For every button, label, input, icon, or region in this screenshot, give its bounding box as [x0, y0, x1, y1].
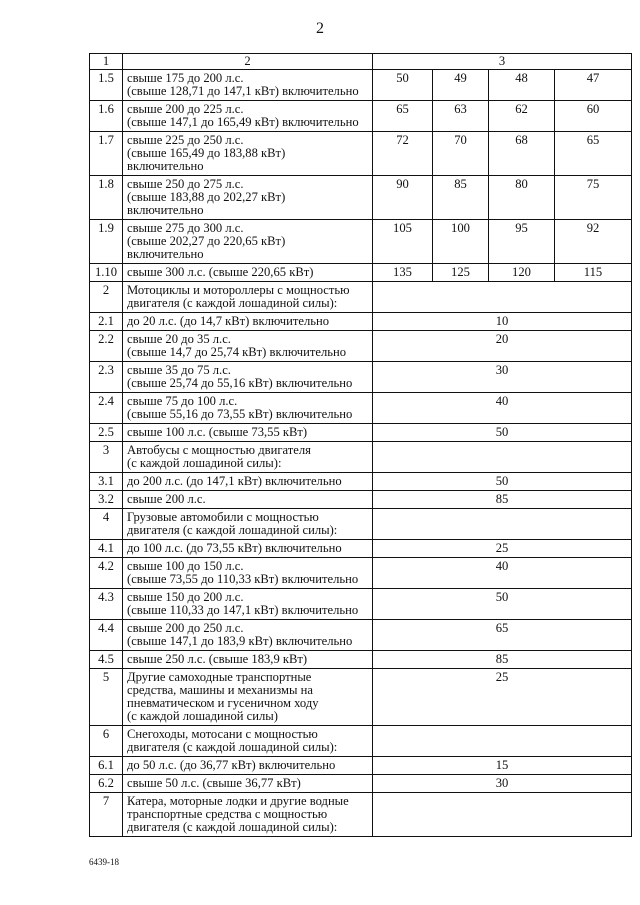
row-number: 3	[90, 442, 123, 473]
rate-value: 40	[373, 393, 632, 424]
table-row	[90, 101, 632, 132]
rate-value: 47	[555, 70, 632, 101]
rate-value: 68	[489, 132, 555, 176]
row-number: 2.5	[90, 424, 123, 442]
row-number: 2.2	[90, 331, 123, 362]
row-description: свыше 35 до 75 л.с. (свыше 25,74 до 55,16 кВт) включительно	[123, 362, 373, 393]
rate-value: 120	[489, 264, 555, 282]
row-number: 6	[90, 726, 123, 757]
row-description: свыше 50 л.с. (свыше 36,77 кВт)	[123, 775, 373, 793]
row-number: 1.9	[90, 220, 123, 264]
table-row	[90, 442, 632, 473]
row-description: свыше 175 до 200 л.с. (свыше 128,71 до 147,1 кВт) включительно	[123, 70, 373, 101]
row-number: 5	[90, 669, 123, 726]
row-number: 1.8	[90, 176, 123, 220]
tax-rate-table	[89, 53, 632, 837]
rate-value: 65	[373, 620, 632, 651]
rate-value: 125	[433, 264, 489, 282]
row-description: Мотоциклы и мотороллеры с мощностью двигателя (с каждой лошадиной силы):	[123, 282, 373, 313]
row-number: 2.4	[90, 393, 123, 424]
table-row	[90, 669, 632, 726]
row-description: свыше 250 до 275 л.с. (свыше 183,88 до 202,27 кВт) включительно	[123, 176, 373, 220]
row-description: Грузовые автомобили с мощностью двигателя (с каждой лошадиной силы):	[123, 509, 373, 540]
rate-value: 65	[555, 132, 632, 176]
rate-value: 15	[373, 757, 632, 775]
rate-value: 30	[373, 362, 632, 393]
table-row	[90, 509, 632, 540]
rate-value: 100	[433, 220, 489, 264]
page-number: 2	[316, 20, 324, 37]
rate-value: 10	[373, 313, 632, 331]
table-row	[90, 70, 632, 101]
rate-value: 85	[373, 651, 632, 669]
rate-value: 72	[373, 132, 433, 176]
rate-value: 65	[373, 101, 433, 132]
header-col-2: 2	[123, 54, 373, 70]
rate-value: 85	[373, 491, 632, 509]
row-number: 4.4	[90, 620, 123, 651]
row-description: свыше 275 до 300 л.с. (свыше 202,27 до 220,65 кВт) включительно	[123, 220, 373, 264]
rate-value: 50	[373, 589, 632, 620]
rate-value: 40	[373, 558, 632, 589]
rate-value: 80	[489, 176, 555, 220]
row-description: свыше 20 до 35 л.с. (свыше 14,7 до 25,74 кВт) включительно	[123, 331, 373, 362]
row-description: свыше 250 л.с. (свыше 183,9 кВт)	[123, 651, 373, 669]
row-number: 2.3	[90, 362, 123, 393]
row-number: 1.6	[90, 101, 123, 132]
row-description: Снегоходы, мотосани с мощностью двигателя (с каждой лошадиной силы):	[123, 726, 373, 757]
row-description: свыше 200 до 250 л.с. (свыше 147,1 до 183,9 кВт) включительно	[123, 620, 373, 651]
table-body	[90, 54, 632, 837]
table-row	[90, 282, 632, 313]
row-description: свыше 300 л.с. (свыше 220,65 кВт)	[123, 264, 373, 282]
rate-value: 25	[373, 669, 632, 726]
row-description: до 100 л.с. (до 73,55 кВт) включительно	[123, 540, 373, 558]
rate-value: 48	[489, 70, 555, 101]
row-description: свыше 100 л.с. (свыше 73,55 кВт)	[123, 424, 373, 442]
table-row	[90, 331, 632, 362]
table-row	[90, 313, 632, 331]
table-row	[90, 589, 632, 620]
table-row	[90, 775, 632, 793]
rate-value: 85	[433, 176, 489, 220]
table-row	[90, 393, 632, 424]
rate-value: 135	[373, 264, 433, 282]
rate-value: 105	[373, 220, 433, 264]
header-col-3: 3	[373, 54, 632, 70]
row-description: свыше 150 до 200 л.с. (свыше 110,33 до 147,1 кВт) включительно	[123, 589, 373, 620]
row-number: 2.1	[90, 313, 123, 331]
rate-value: 60	[555, 101, 632, 132]
table-row	[90, 651, 632, 669]
row-number: 1.7	[90, 132, 123, 176]
rate-value: 20	[373, 331, 632, 362]
rate-value: 50	[373, 424, 632, 442]
rate-value: 25	[373, 540, 632, 558]
document-code: 6439-18	[89, 857, 119, 867]
rate-value: 49	[433, 70, 489, 101]
rate-value: 92	[555, 220, 632, 264]
row-description: до 50 л.с. (до 36,77 кВт) включительно	[123, 757, 373, 775]
rate-value: 70	[433, 132, 489, 176]
row-description: свыше 75 до 100 л.с. (свыше 55,16 до 73,55 кВт) включительно	[123, 393, 373, 424]
rate-value: 62	[489, 101, 555, 132]
row-description: Катера, моторные лодки и другие водные транспортные средства с мощностью двигателя (с каждой лошадиной силы):	[123, 793, 373, 837]
rate-value: 90	[373, 176, 433, 220]
row-number: 4	[90, 509, 123, 540]
row-description: свыше 200 л.с.	[123, 491, 373, 509]
table-row	[90, 473, 632, 491]
row-number: 6.2	[90, 775, 123, 793]
row-description: Другие самоходные транспортные средства, машины и механизмы на пневматическом и гусеничном ходу (с каждой лошадиной силы)	[123, 669, 373, 726]
header-col-1: 1	[90, 54, 123, 70]
table-header-row	[90, 54, 632, 70]
row-number: 4.2	[90, 558, 123, 589]
row-description: до 200 л.с. (до 147,1 кВт) включительно	[123, 473, 373, 491]
row-description: до 20 л.с. (до 14,7 кВт) включительно	[123, 313, 373, 331]
table-row	[90, 757, 632, 775]
row-description: Автобусы с мощностью двигателя (с каждой лошадиной силы):	[123, 442, 373, 473]
rate-value: 50	[373, 70, 433, 101]
table-row	[90, 424, 632, 442]
row-description: свыше 225 до 250 л.с. (свыше 165,49 до 183,88 кВт) включительно	[123, 132, 373, 176]
rate-value: 63	[433, 101, 489, 132]
row-number: 4.1	[90, 540, 123, 558]
table-row	[90, 220, 632, 264]
table-row	[90, 793, 632, 837]
row-number: 1.5	[90, 70, 123, 101]
rate-value	[373, 282, 632, 313]
row-number: 7	[90, 793, 123, 837]
table-row	[90, 264, 632, 282]
row-number: 4.3	[90, 589, 123, 620]
rate-value: 115	[555, 264, 632, 282]
row-number: 2	[90, 282, 123, 313]
rate-value	[373, 793, 632, 837]
rate-value: 50	[373, 473, 632, 491]
rate-value: 30	[373, 775, 632, 793]
row-description: свыше 100 до 150 л.с. (свыше 73,55 до 110,33 кВт) включительно	[123, 558, 373, 589]
row-number: 3.1	[90, 473, 123, 491]
table-row	[90, 726, 632, 757]
rate-value	[373, 442, 632, 473]
table-row	[90, 491, 632, 509]
row-number: 4.5	[90, 651, 123, 669]
table-row	[90, 620, 632, 651]
rate-value	[373, 726, 632, 757]
rate-value: 95	[489, 220, 555, 264]
row-number: 6.1	[90, 757, 123, 775]
table-row	[90, 362, 632, 393]
row-description: свыше 200 до 225 л.с. (свыше 147,1 до 165,49 кВт) включительно	[123, 101, 373, 132]
rate-value: 75	[555, 176, 632, 220]
table-row	[90, 540, 632, 558]
table-row	[90, 558, 632, 589]
table-row	[90, 176, 632, 220]
row-number: 3.2	[90, 491, 123, 509]
row-number: 1.10	[90, 264, 123, 282]
rate-value	[373, 509, 632, 540]
table-row	[90, 132, 632, 176]
